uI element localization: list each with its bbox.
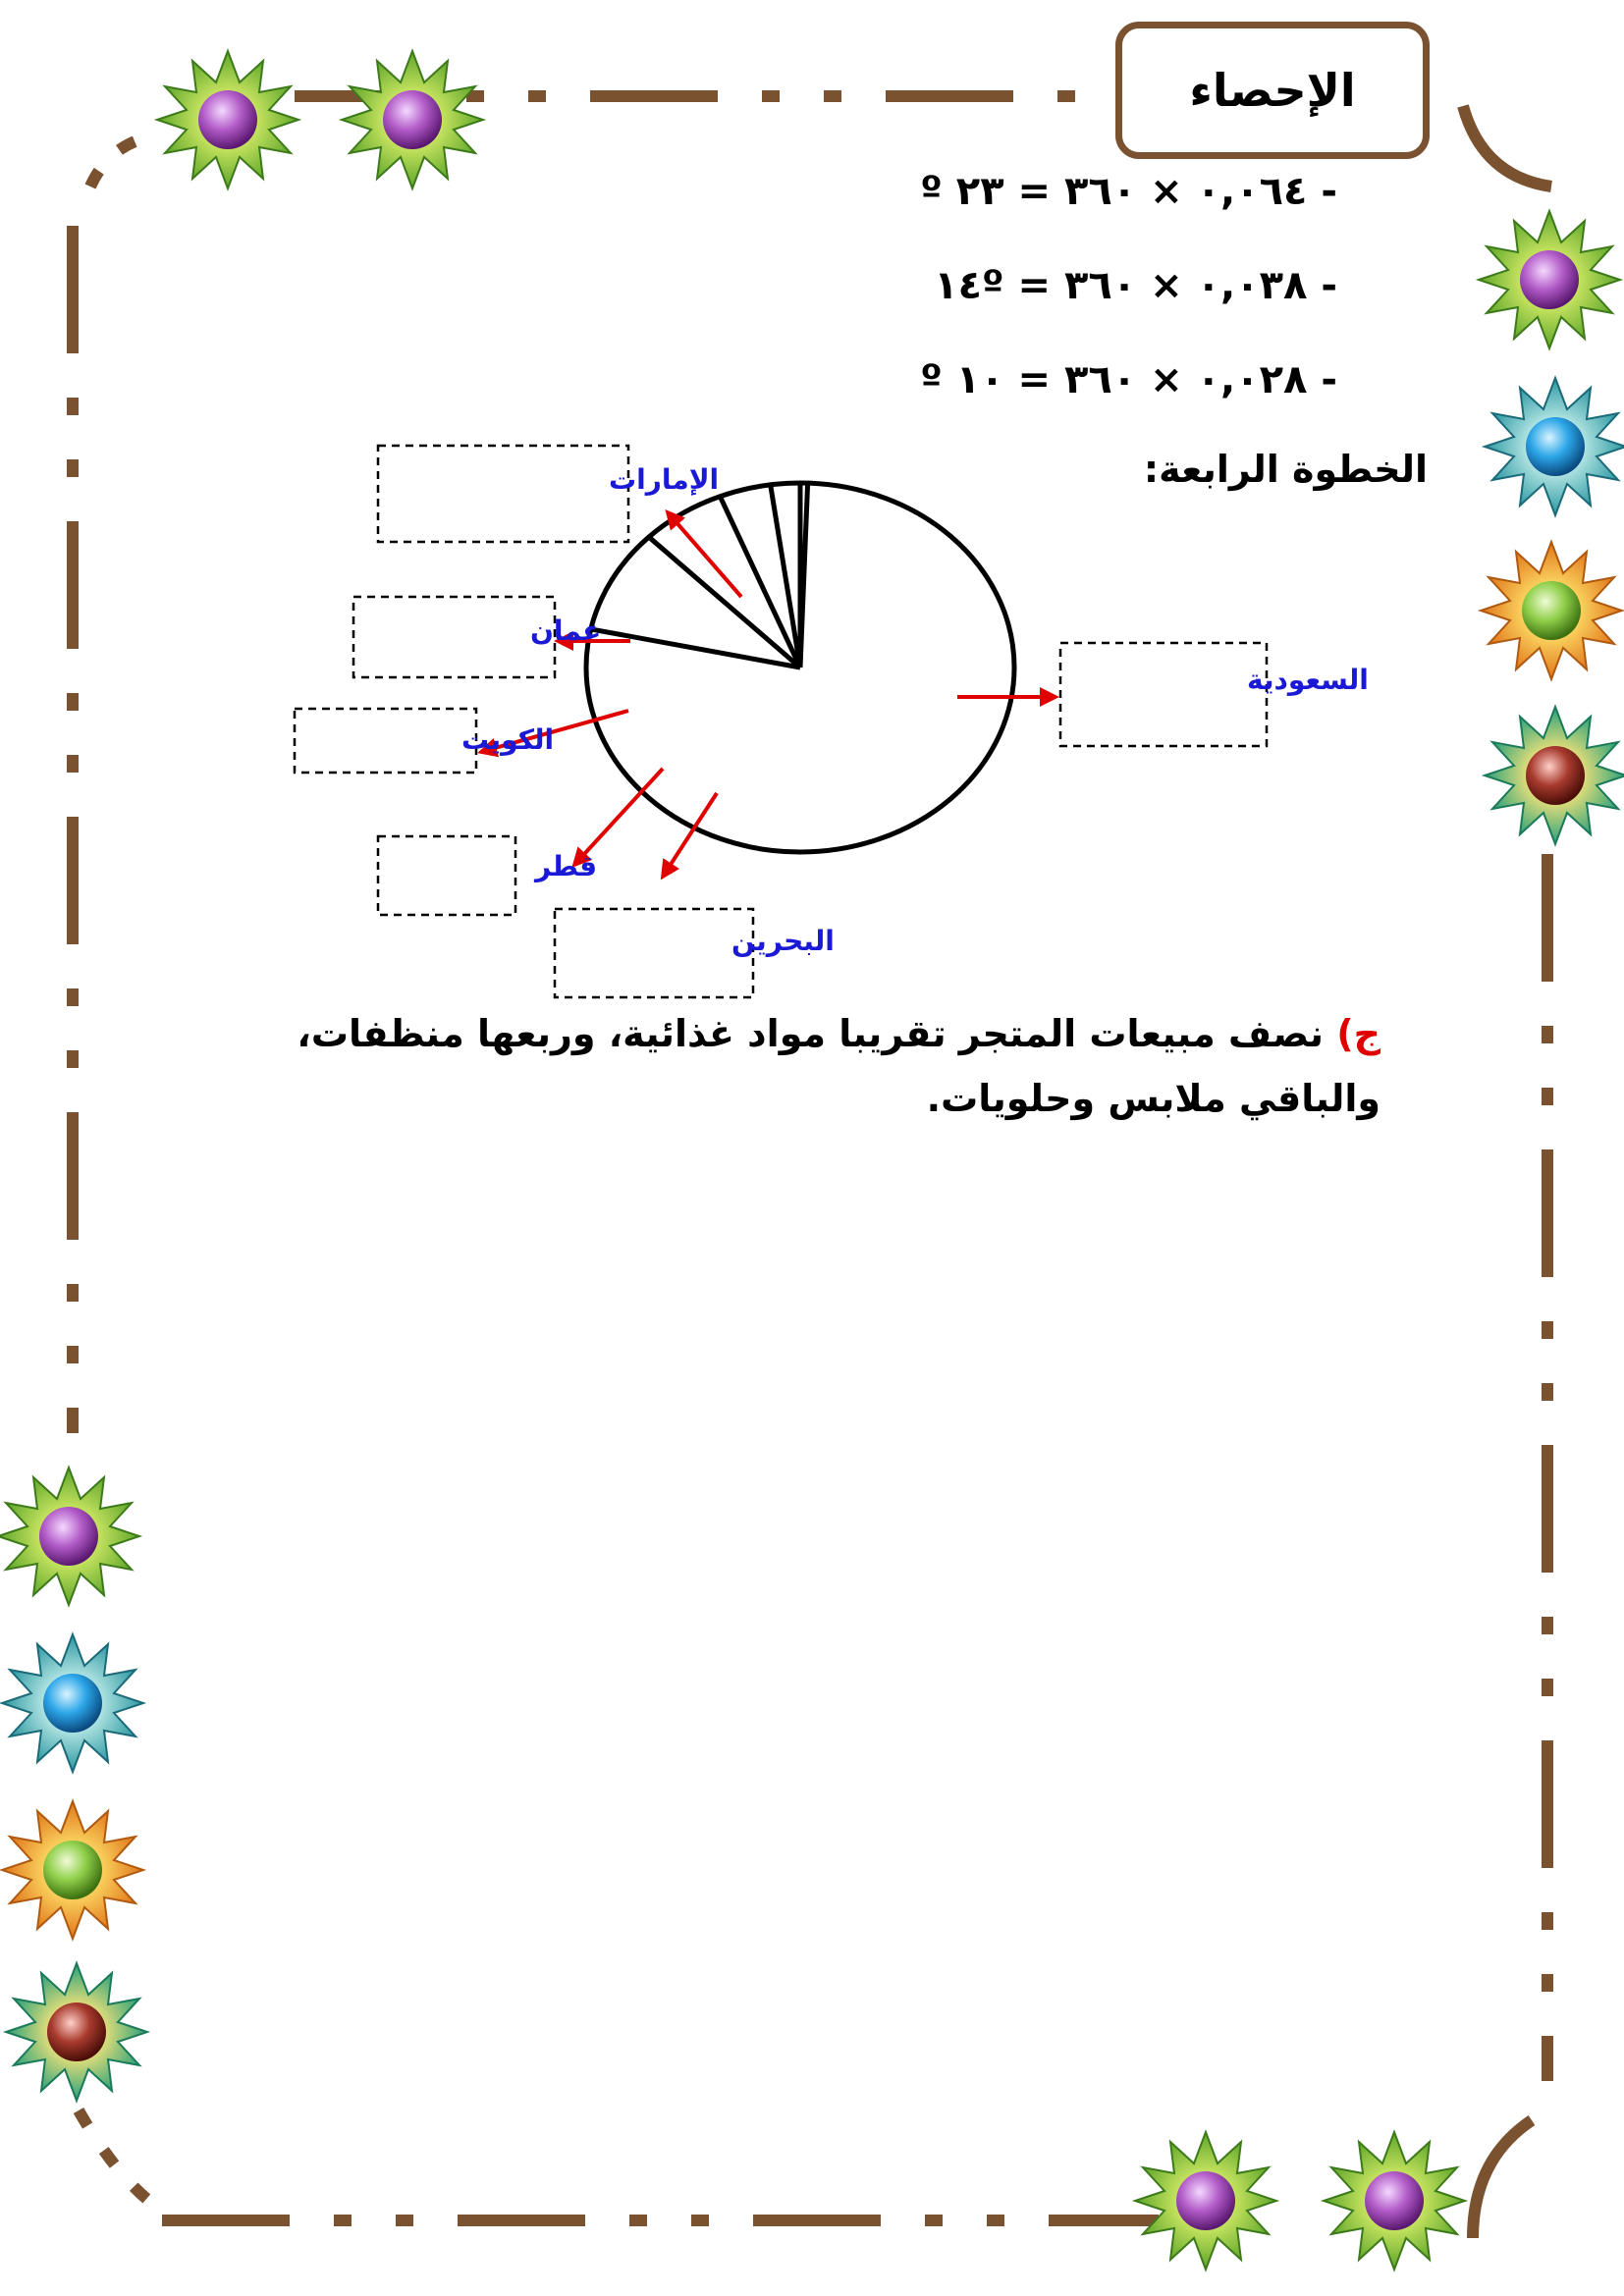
page-title: الإحصاء [1189,64,1356,117]
label-box [295,709,476,773]
calculation-line: - ٠,٠٣٨ × ٣٦٠ = ١٤º [934,263,1337,308]
flower-icon [0,1468,139,1605]
label-box [555,909,753,997]
slice-label: السعودية [1247,664,1369,696]
flower-icon [1324,2132,1465,2269]
pie-chart [285,432,1369,1011]
flower-icon [2,1801,143,1939]
slice-label: قطر [535,850,598,882]
label-box [378,446,628,542]
slice-label: الكويت [461,723,555,756]
flower-icon [1479,211,1620,348]
calculation-line: - ٠,٠٦٤ × ٣٦٠ = ٢٣ º [920,169,1337,214]
question-text: نصف مبيعات المتجر تقريبا مواد غذائية، وربعها منظفات، والباقي ملابس وحلويات. [297,1012,1380,1120]
title-box [1115,22,1430,159]
slice-label: عمان [530,614,602,647]
flower-icon [6,1963,147,2101]
label-box [353,597,555,677]
flower-icon [342,51,483,188]
step-label: الخطوة الرابعة: [1143,448,1428,491]
label-box [1060,643,1267,746]
flower-icon [157,51,298,188]
flower-icon [1481,542,1622,679]
flower-icon [1485,378,1624,515]
label-box [378,836,515,915]
calculation-line: - ٠,٠٢٨ × ٣٦٠ = ١٠ º [920,357,1337,402]
slice-label: الإمارات [609,463,720,496]
question-c [242,1001,1380,1131]
flower-icon [2,1634,143,1772]
slice-label: البحرين [731,925,835,957]
flower-icon [1485,707,1624,844]
question-letter: ج) [1336,1012,1380,1055]
flower-icon [1135,2132,1276,2269]
pie-slices [586,483,1014,852]
